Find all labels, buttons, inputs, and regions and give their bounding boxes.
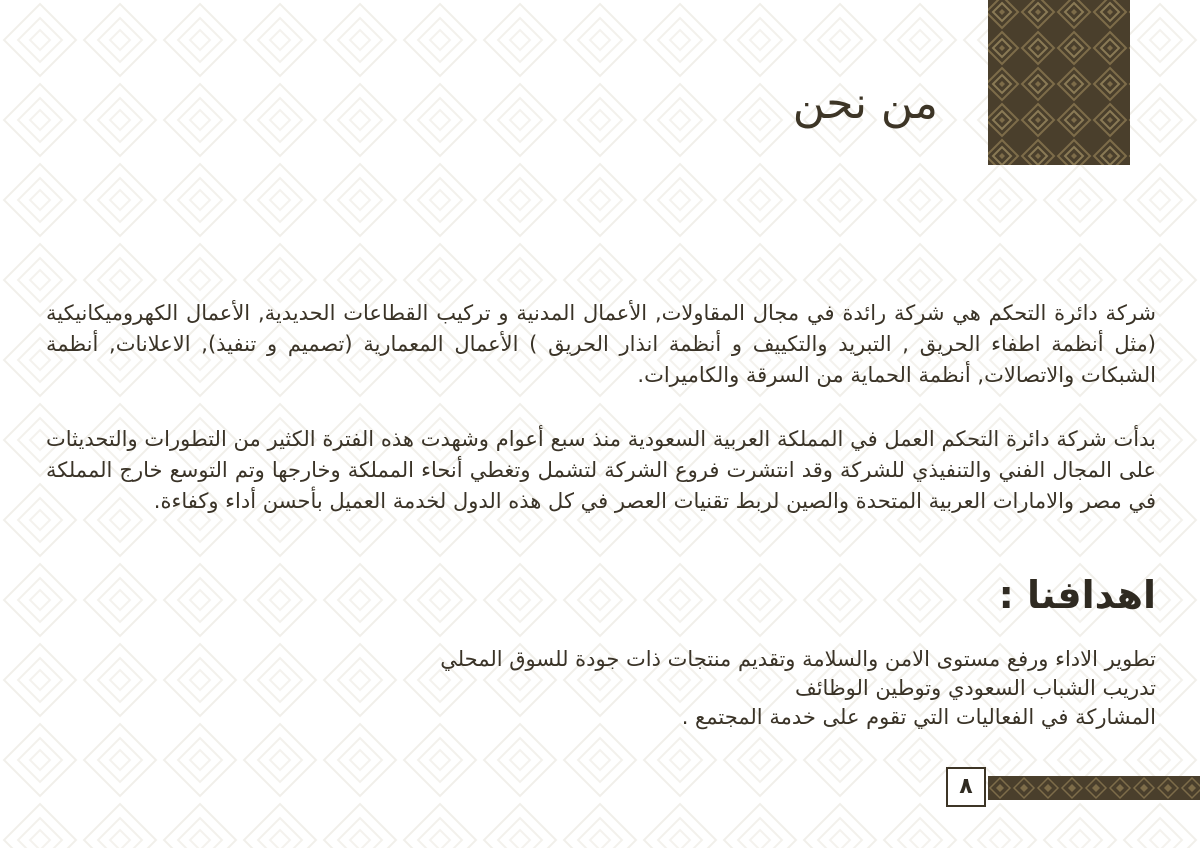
history-section — [46, 424, 1156, 517]
goals-list — [440, 645, 1156, 732]
goal-item: المشاركة في الفعاليات التي تقوم على خدمة المجتمع . — [681, 705, 1156, 729]
about-section — [46, 298, 1156, 391]
page-number: ٨ — [946, 767, 986, 807]
goal-item: تدريب الشباب السعودي وتوطين الوظائف — [794, 676, 1156, 700]
page-title: من نحن — [792, 78, 938, 129]
goals-heading: اهدافنا : — [998, 573, 1156, 617]
goal-item: تطوير الاداء ورفع مستوى الامن والسلامة وتقديم منتجات ذات جودة للسوق المحلي — [440, 647, 1156, 671]
diamond-pattern-tile-icon — [988, 0, 1130, 165]
about-paragraph-1: شركة دائرة التحكم هي شركة رائدة في مجال المقاولات, الأعمال المدنية و تركيب القطاعات الحديدية, الأعمال الكهروميكانيكية (مثل أنظمة اطفاء الحريق , التبريد والتكييف و أنظمة انذار الحريق ) الأعمال المعمارية (تصميم و تنفيذ), الاعلانات, أنظمة الشبكات والاتصالات, أنظمة الحماية من السرقة والكاميرات. — [46, 301, 1156, 387]
diamond-pattern-band-icon — [988, 776, 1200, 800]
about-paragraph-2: بدأت شركة دائرة التحكم العمل في المملكة العربية السعودية منذ سبع أعوام وشهدت هذه الفترة الكثير من التطورات والتحديثات على المجال الفني والتنفيذي للشركة وقد انتشرت فروع الشركة لتشمل وتغطي أنحاء المملكة وخارجها وتم التوسع خارج المملكة في مصر والامارات العربية المتحدة والصين لربط تقنيات العصر في كل هذه الدول لخدمة العميل بأحسن أداء وكفاءة. — [46, 427, 1156, 513]
